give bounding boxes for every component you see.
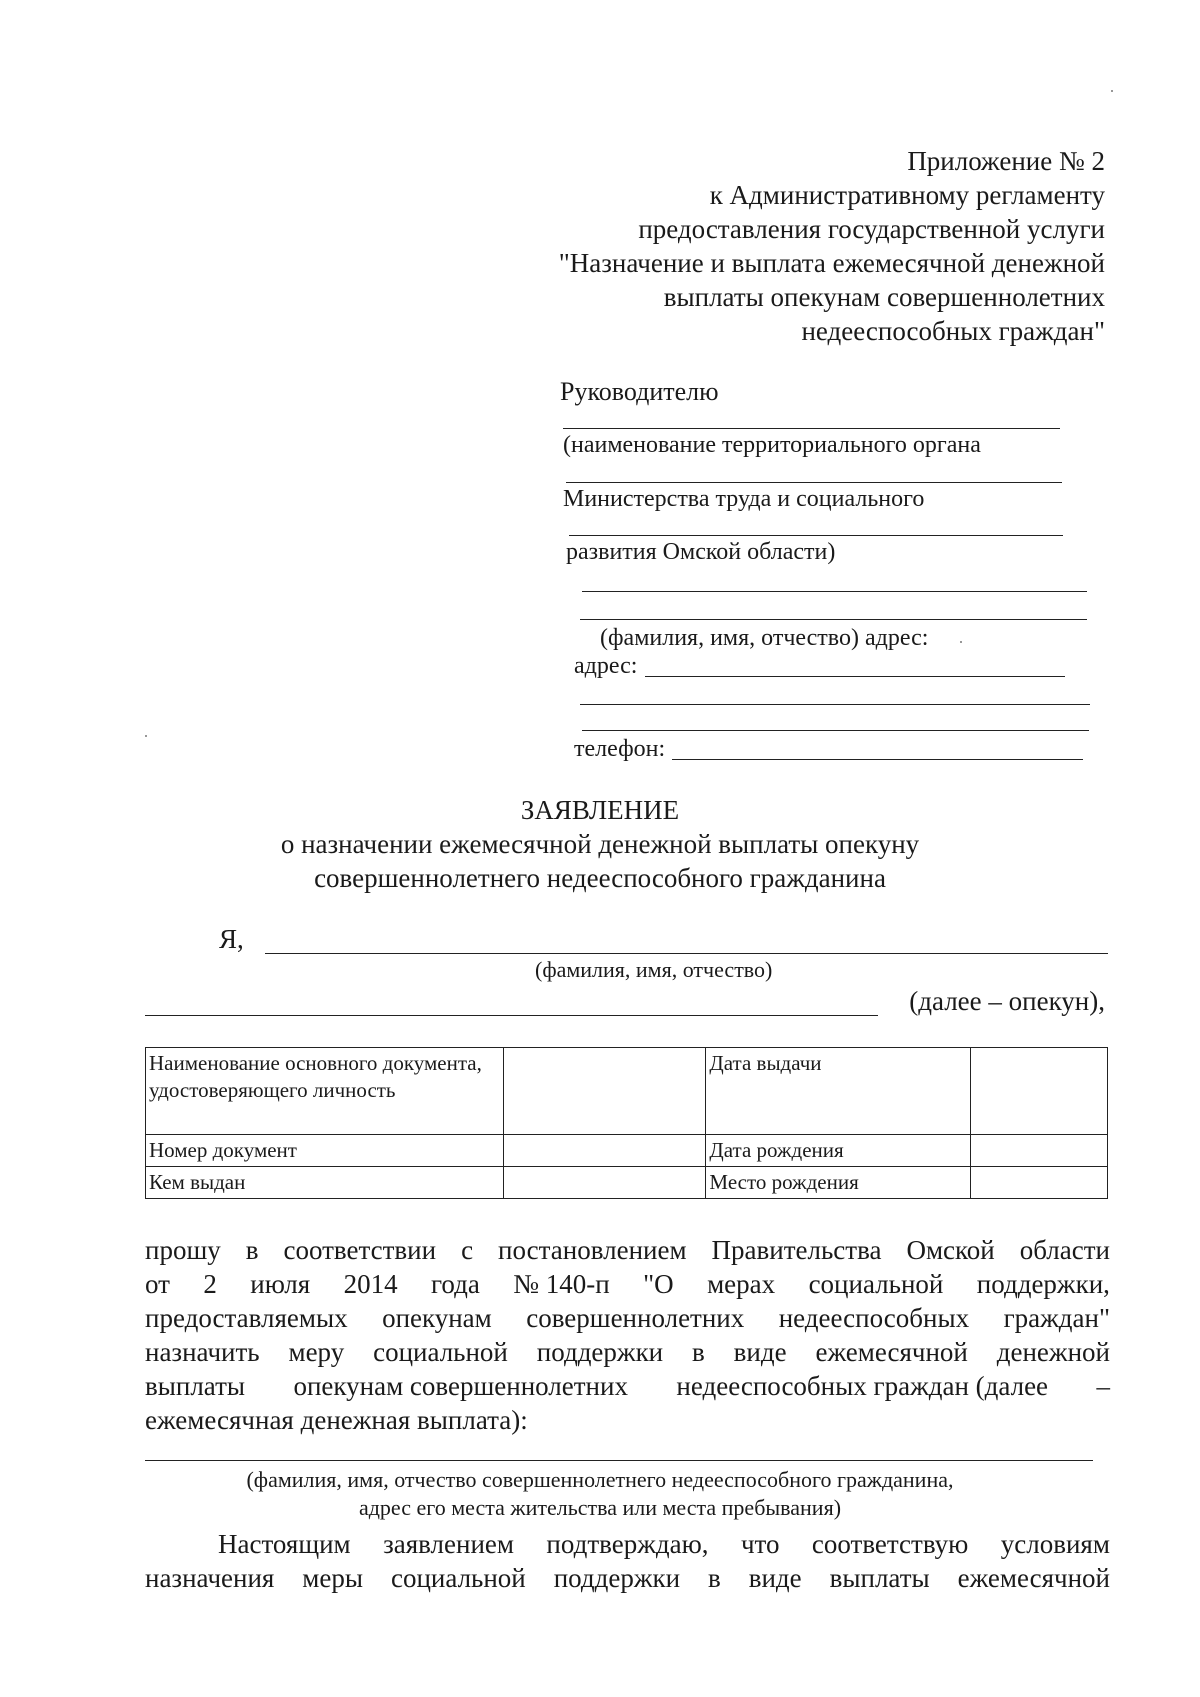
address-line-2[interactable] xyxy=(580,704,1090,705)
request-line-1 xyxy=(145,1235,1110,1266)
word: поддержки, xyxy=(976,1269,1110,1299)
addressee-title: Руководителю xyxy=(560,377,719,406)
word: условиям xyxy=(1000,1529,1110,1559)
issue-date-value[interactable] xyxy=(971,1048,1108,1135)
document-subtitle-1: о назначении ежемесячной денежной выплаты опекуну xyxy=(280,829,920,859)
word: выплаты xyxy=(145,1371,246,1401)
birth-place-label: Место рождения xyxy=(706,1167,971,1199)
word: в xyxy=(245,1235,259,1265)
document-subtitle-2: совершеннолетнего недееспособного гражданина xyxy=(314,863,886,893)
request-line-5 xyxy=(145,1371,1110,1402)
doc-name-value[interactable] xyxy=(503,1048,706,1135)
guardian-suffix: (далее – опекун), xyxy=(909,986,1105,1016)
word: Омской xyxy=(906,1235,995,1265)
issue-date-label: Дата выдачи xyxy=(706,1048,971,1135)
word: опекунам xyxy=(382,1303,492,1333)
appendix-number: Приложение № 2 xyxy=(907,146,1105,176)
confirm-line-2 xyxy=(145,1563,1110,1594)
word: недееспособных xyxy=(778,1303,970,1333)
word: июля xyxy=(250,1269,311,1299)
applicant-line-2[interactable] xyxy=(580,619,1087,620)
word: социальной xyxy=(373,1337,508,1367)
request-line-2 xyxy=(145,1269,1110,1300)
request-line-6: ежемесячная денежная выплата): xyxy=(145,1405,528,1435)
table-row xyxy=(146,1167,1108,1199)
birth-place-value[interactable] xyxy=(971,1167,1108,1199)
word: в xyxy=(692,1337,705,1367)
issued-by-value[interactable] xyxy=(503,1167,706,1199)
word: совершеннолетних xyxy=(526,1303,745,1333)
word: области xyxy=(1019,1235,1110,1265)
word: года xyxy=(430,1269,480,1299)
table-row xyxy=(146,1048,1108,1135)
word: что xyxy=(740,1529,780,1559)
address-field[interactable] xyxy=(645,676,1065,677)
ward-hint-2: адрес его места жительства или места пребывания) xyxy=(358,1495,842,1520)
word: ежемесячной xyxy=(815,1337,968,1367)
scan-speck xyxy=(145,735,147,737)
phone-field[interactable] xyxy=(672,759,1083,760)
word: с xyxy=(461,1235,474,1265)
guardian-field[interactable] xyxy=(145,1015,878,1016)
table-row xyxy=(146,1135,1108,1167)
word: социальной xyxy=(390,1563,526,1593)
issued-by-label: Кем выдан xyxy=(146,1167,504,1199)
ward-field[interactable] xyxy=(145,1460,1093,1461)
birth-date-label: Дата рождения xyxy=(706,1135,971,1167)
word: постановлением xyxy=(498,1235,687,1265)
org-hint-2: Министерства труда и социального xyxy=(563,486,925,512)
applicant-fio-hint: (фамилия, имя, отчество) xyxy=(535,957,773,982)
request-line-4 xyxy=(145,1337,1110,1368)
word: выплаты xyxy=(829,1563,930,1593)
word: прошу xyxy=(145,1235,221,1265)
word: назначения xyxy=(145,1563,275,1593)
confirm-line-1 xyxy=(218,1529,1110,1560)
word: 2 xyxy=(203,1269,217,1299)
word: поддержки xyxy=(536,1337,664,1367)
word: мерах xyxy=(707,1269,776,1299)
doc-number-label: Номер документ xyxy=(146,1135,504,1167)
word: заявлением xyxy=(383,1529,514,1559)
word: предоставляемых xyxy=(145,1303,348,1333)
regulation-reference: к Административному регламенту xyxy=(709,180,1105,210)
applicant-line-1[interactable] xyxy=(582,591,1087,592)
applicant-fio-field[interactable] xyxy=(265,953,1108,954)
word: № 140-п xyxy=(513,1269,610,1299)
word: 2014 xyxy=(343,1269,398,1299)
word: виде xyxy=(733,1337,787,1367)
phone-label: телефон: xyxy=(574,736,666,762)
word: назначить xyxy=(145,1337,260,1367)
word: от xyxy=(145,1269,170,1299)
birth-date-value[interactable] xyxy=(971,1135,1108,1167)
fio-hint: (фамилия, имя, отчество) адрес: xyxy=(600,625,929,651)
word: поддержки xyxy=(553,1563,681,1593)
word: виде xyxy=(748,1563,802,1593)
service-reference: предоставления государственной услуги xyxy=(638,214,1105,244)
word: – xyxy=(1096,1371,1110,1401)
identity-document-table xyxy=(145,1047,1108,1199)
scan-speck xyxy=(1111,90,1113,92)
addressee-line-2[interactable] xyxy=(566,482,1062,483)
word: подтверждаю, xyxy=(546,1529,709,1559)
word: соответствии xyxy=(283,1235,437,1265)
word: денежной xyxy=(996,1337,1110,1367)
word: Правительства xyxy=(711,1235,882,1265)
addressee-line-3[interactable] xyxy=(569,535,1063,536)
doc-name-label: Наименование основного документа, удостоверяющего личность xyxy=(146,1048,504,1135)
word: Настоящим xyxy=(218,1529,351,1559)
org-hint-1: (наименование территориального органа xyxy=(563,432,981,458)
request-line-3 xyxy=(145,1303,1110,1334)
document-title: ЗАЯВЛЕНИЕ xyxy=(520,795,680,825)
word: меру xyxy=(288,1337,345,1367)
i-label: Я, xyxy=(219,924,244,954)
addressee-line-1[interactable] xyxy=(563,428,1060,429)
word: "О xyxy=(643,1269,674,1299)
word: недееспособных граждан (далее xyxy=(676,1371,1049,1401)
word: опекунам совершеннолетних xyxy=(293,1371,628,1401)
doc-number-value[interactable] xyxy=(503,1135,706,1167)
word: ежемесячной xyxy=(957,1563,1110,1593)
scan-speck xyxy=(960,641,962,643)
word: социальной xyxy=(808,1269,944,1299)
service-name-line1: "Назначение и выплата ежемесячной денежной xyxy=(558,248,1105,278)
word: меры xyxy=(302,1563,364,1593)
word: в xyxy=(708,1563,721,1593)
word: граждан" xyxy=(1003,1303,1110,1333)
address-label: адрес: xyxy=(574,653,638,679)
word: соответствую xyxy=(811,1529,969,1559)
service-name-line3: недееспособных граждан" xyxy=(801,316,1105,346)
address-line-3[interactable] xyxy=(582,730,1089,731)
ward-hint-1: (фамилия, имя, отчество совершеннолетнего недееспособного гражданина, xyxy=(246,1467,954,1492)
org-hint-3: развития Омской области) xyxy=(566,539,836,565)
service-name-line2: выплаты опекунам совершеннолетних xyxy=(663,282,1105,312)
